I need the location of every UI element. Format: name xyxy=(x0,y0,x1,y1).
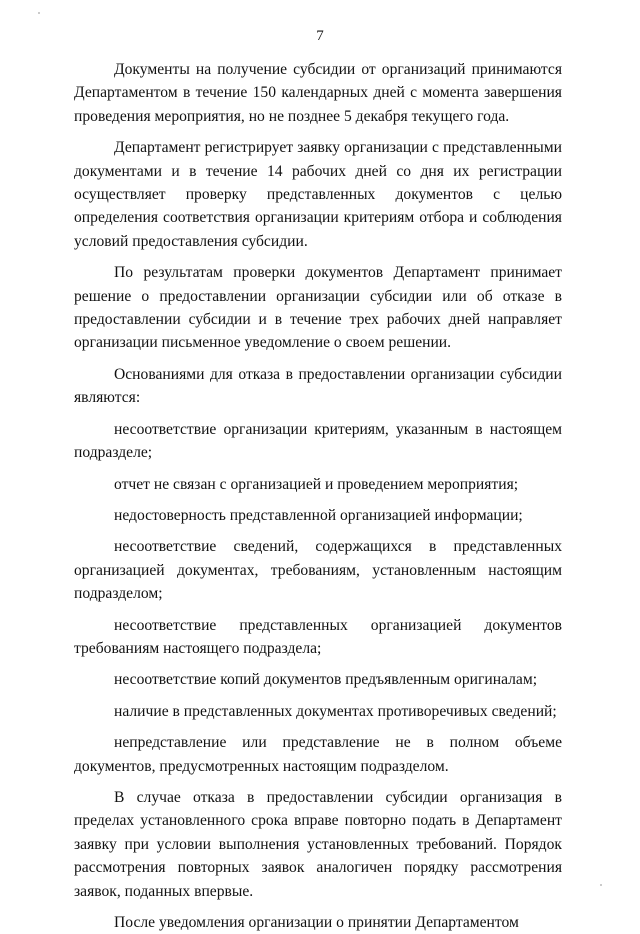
scan-speck xyxy=(38,12,40,14)
list-item: несоответствие организации критериям, указанным в настоящем подразделе; xyxy=(74,420,562,462)
list-item: непредставление или представление не в полном объеме документов, предусмотренных настоящим подразделом. xyxy=(74,734,562,775)
scan-speck xyxy=(600,884,602,886)
page-number: 7 xyxy=(316,28,324,44)
document-body xyxy=(74,58,562,934)
paragraph: В случае отказа в предоставлении субсидии организация в пределах установленного срока вправе повторно подать в Департамент заявку при условии выполнения установленных требований. Порядок рассмотрения повторных заявок аналогичен порядку рассмотрения заявок, поданных впервые. xyxy=(74,788,562,900)
paragraph: По результатам проверки документов Департамент принимает решение о предоставлении организации субсидии или об отказе в предоставлении субсидии и в течение трех рабочих дней направляет организации письменное уведомление о своем решении. xyxy=(74,264,562,352)
paragraph: Основаниями для отказа в предоставлении организации субсидии являются: xyxy=(74,365,562,407)
list-item: несоответствие сведений, содержащихся в представленных организацией документах, требованиям, установленным настоящим подразделом; xyxy=(74,538,562,603)
list-item: недостоверность представленной организацией информации; xyxy=(114,506,523,524)
paragraph: Документы на получение субсидии от организаций принимаются Департаментом в течение 150 календарных дней с момента завершения проведения мероприятия, но не позднее 5 декабря текущего года. xyxy=(74,61,562,125)
paragraph: Департамент регистрирует заявку организации с представленными документами и в течение 14 рабочих дней со дня их регистрации осуществляет проверку представленных документов с целью определения соответствия организации критериям отбора и соблюдения условий предоставления субсидии. xyxy=(74,139,562,250)
list-item: несоответствие представленных организацией документов требованиям настоящего подраздела; xyxy=(74,616,562,657)
list-item: отчет не связан с организацией и проведением мероприятия; xyxy=(114,475,519,493)
paragraph: После уведомления организации о принятии Департаментом xyxy=(114,914,519,931)
list-item: наличие в представленных документах противоречивых сведений; xyxy=(114,702,557,720)
list-item: несоответствие копий документов предъявленным оригиналам; xyxy=(114,671,538,689)
